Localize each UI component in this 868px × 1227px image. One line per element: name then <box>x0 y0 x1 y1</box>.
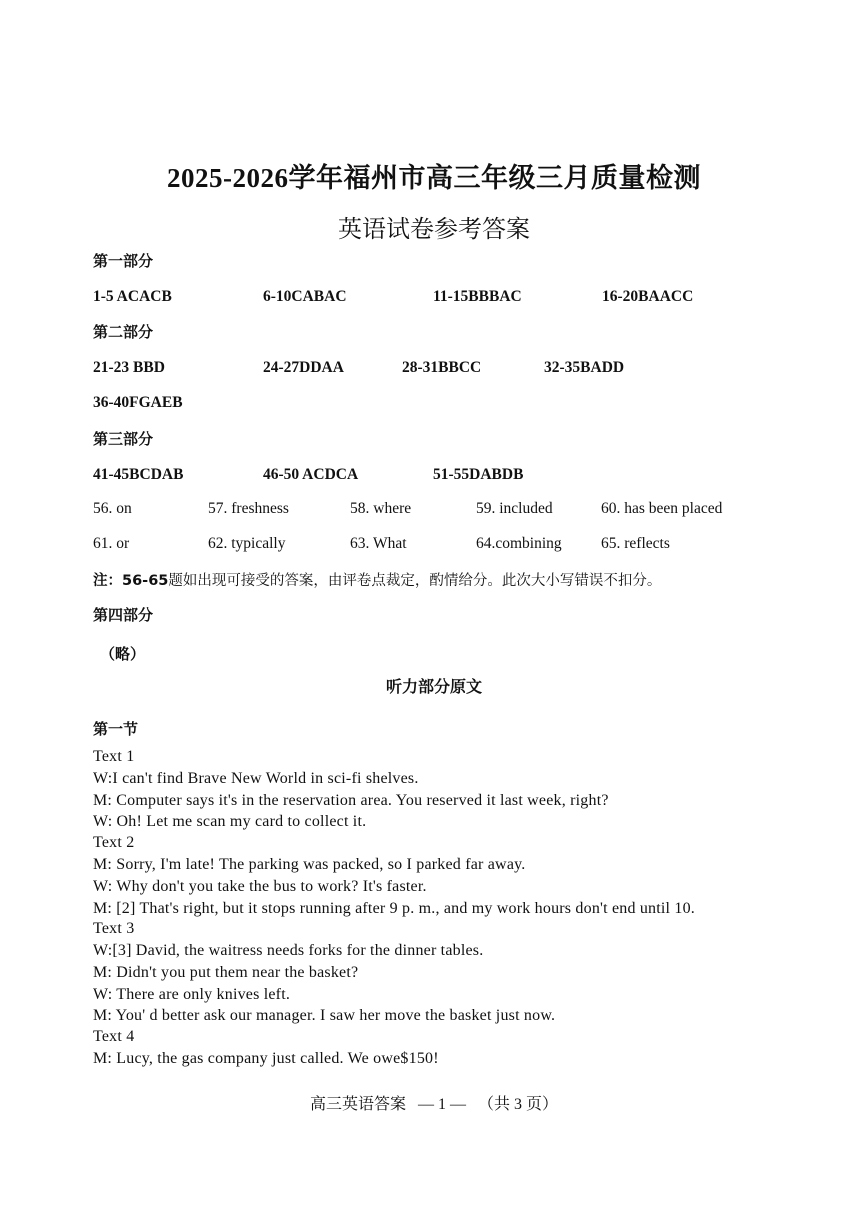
answer-group: 28-31BBCC <box>402 359 482 376</box>
fill-answer: 63. What <box>350 535 407 552</box>
transcript-line: M: Lucy, the gas company just called. We owe$150! <box>93 1050 439 1067</box>
scoring-note-text: 题如出现可接受的答案，由评卷点裁定，酌情给分。此次大小写错误不扣分。 <box>168 573 662 589</box>
document-title: 2025-2026学年福州市高三年级三月质量检测 <box>167 163 701 193</box>
footer-page-number: — 1 — <box>418 1096 466 1113</box>
answer-group: 16-20BAACC <box>602 288 694 305</box>
scoring-note <box>93 569 661 590</box>
answer-group: 21-23 BBD <box>93 359 165 376</box>
answer-group: 6-10CABAC <box>263 288 347 305</box>
transcript-line: W:I can't find Brave New World in sci-fi shelves. <box>93 770 419 787</box>
listening-section-heading: 第一节 <box>93 720 139 738</box>
transcript-line: W: Why don't you take the bus to work? It's faster. <box>93 878 427 895</box>
fill-answer: 60. has been placed <box>601 500 723 517</box>
transcript-line: M: [2] That's right, but it stops running after 9 p. m., and my work hours don't end until 10. <box>93 900 695 917</box>
answer-group: 1-5 ACACB <box>93 288 172 305</box>
part4-content: （略） <box>100 645 146 663</box>
listening-title: 听力部分原文 <box>385 677 482 696</box>
transcript-line: Text 2 <box>93 834 135 851</box>
scoring-note-label: 注：56-65 <box>93 573 169 589</box>
transcript-line: Text 4 <box>93 1028 135 1045</box>
answer-group: 46-50 ACDCA <box>263 466 359 483</box>
part3-heading: 第三部分 <box>93 430 154 448</box>
part1-heading: 第一部分 <box>93 252 154 270</box>
part4-heading: 第四部分 <box>93 606 154 624</box>
answer-group: 41-45BCDAB <box>93 466 184 483</box>
transcript-line: M: Sorry, I'm late! The parking was packed, so I parked far away. <box>93 856 526 873</box>
fill-answer: 58. where <box>350 500 412 517</box>
fill-answer: 57. freshness <box>208 500 289 517</box>
transcript-line: W: There are only knives left. <box>93 986 291 1003</box>
fill-answer: 59. included <box>476 500 553 517</box>
answer-group: 32-35BADD <box>544 359 625 376</box>
document-subtitle: 英语试卷参考答案 <box>338 215 530 243</box>
answer-group: 51-55DABDB <box>433 466 524 483</box>
fill-answer: 65. reflects <box>601 535 670 552</box>
transcript-line: W:[3] David, the waitress needs forks for the dinner tables. <box>93 942 484 959</box>
fill-answer: 61. or <box>93 535 130 552</box>
answer-group: 36-40FGAEB <box>93 394 183 411</box>
answer-group: 11-15BBBAC <box>433 288 522 305</box>
page-footer <box>0 1091 868 1114</box>
fill-answer: 62. typically <box>208 535 286 552</box>
fill-answer: 64.combining <box>476 535 562 552</box>
answer-group: 24-27DDAA <box>263 359 344 376</box>
transcript-line: Text 1 <box>93 748 135 765</box>
transcript-line: W: Oh! Let me scan my card to collect it. <box>93 813 367 830</box>
footer-subject: 高三英语答案 <box>309 1096 406 1113</box>
transcript-line: M: Computer says it's in the reservation area. You reserved it last week, right? <box>93 792 609 809</box>
transcript-line: Text 3 <box>93 920 135 937</box>
footer-page-total: （共 3 页） <box>478 1096 559 1113</box>
part2-heading: 第二部分 <box>93 323 154 341</box>
fill-answer: 56. on <box>93 500 132 517</box>
transcript-line: M: Didn't you put them near the basket? <box>93 964 359 981</box>
transcript-line: M: You' d better ask our manager. I saw her move the basket just now. <box>93 1007 556 1024</box>
